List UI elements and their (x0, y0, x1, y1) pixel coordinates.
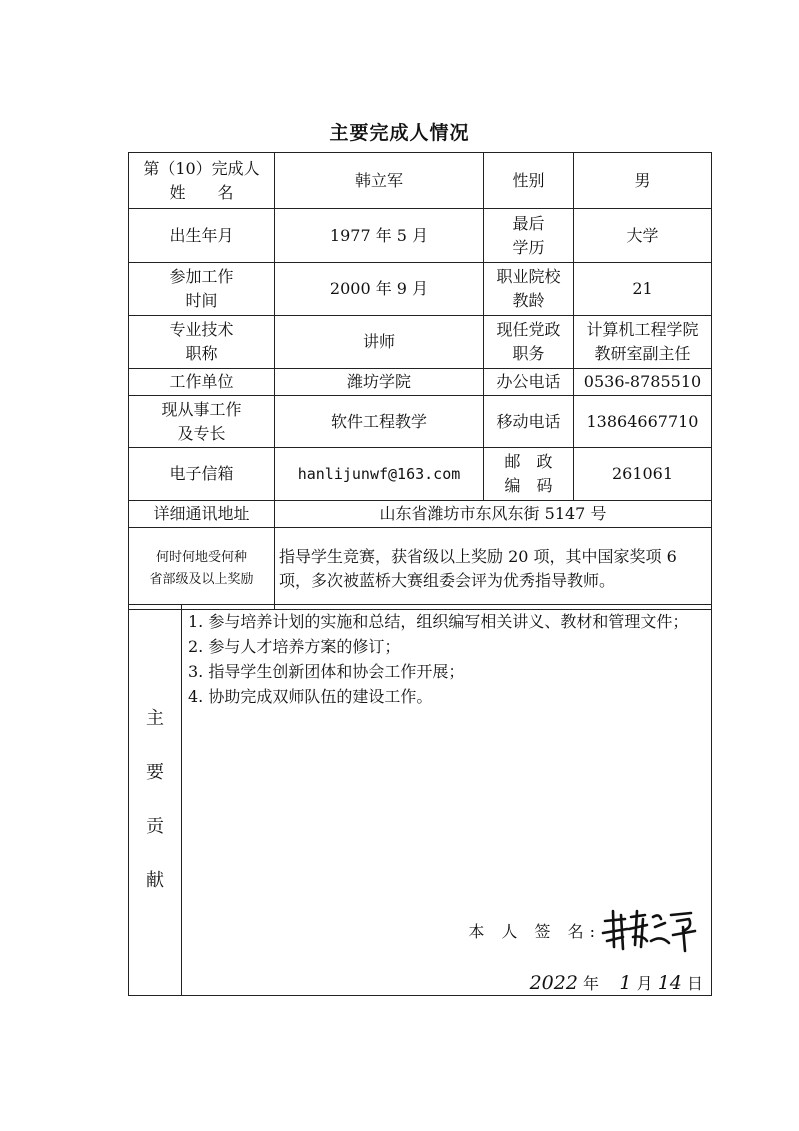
postcode-value: 261061 (574, 448, 712, 501)
edu-value: 大学 (574, 209, 712, 263)
tech-title-label: 专业技术 职称 (129, 316, 275, 369)
office-phone-value: 0536-8785510 (574, 369, 712, 396)
post-label: 现任党政 职务 (484, 316, 574, 369)
table-row (129, 501, 712, 528)
email-label: 电子信箱 (129, 448, 275, 501)
gender-value: 男 (574, 153, 712, 209)
mobile-value: 13864667710 (574, 396, 712, 448)
address-value: 山东省潍坊市东风东街 5147 号 (275, 501, 712, 528)
postcode-label: 邮 政 编 码 (484, 448, 574, 501)
table-row (129, 209, 712, 263)
award-value: 指导学生竞赛，获省级以上奖励 20 项，其中国家奖项 6 项，多次被蓝桥大赛组委会评为优秀指导教师。 (275, 528, 712, 610)
tech-title-value: 讲师 (275, 316, 484, 369)
address-label: 详细通讯地址 (129, 501, 275, 528)
handwritten-signature (599, 907, 697, 953)
unit-label: 工作单位 (129, 369, 275, 396)
contribution-label: 主 要 贡 献 (129, 605, 182, 996)
contribution-table (128, 604, 712, 996)
mobile-label: 移动电话 (484, 396, 574, 448)
table-row (129, 528, 712, 610)
list-item: 4. 协助完成双师队伍的建设工作。 (188, 687, 433, 706)
gender-label: 性别 (484, 153, 574, 209)
birth-label: 出生年月 (129, 209, 275, 263)
work-start-label: 参加工作 时间 (129, 263, 275, 316)
list-item: 2. 参与人才培养方案的修订； (188, 637, 401, 656)
teach-age-value: 21 (574, 263, 712, 316)
name-value: 韩立军 (275, 153, 484, 209)
table-row (129, 448, 712, 501)
post-value: 计算机工程学院 教研室副主任 (574, 316, 712, 369)
list-item: 1. 参与培养计划的实施和总结，组织编写相关讲义、教材和管理文件； (188, 612, 689, 631)
info-table (128, 152, 712, 610)
table-row (129, 263, 712, 316)
contribution-content (182, 605, 712, 996)
birth-value: 1977 年 5 月 (275, 209, 484, 263)
edu-label: 最后 学历 (484, 209, 574, 263)
table-row (129, 369, 712, 396)
teach-age-label: 职业院校 教龄 (484, 263, 574, 316)
email-value: hanlijunwf@163.com (275, 448, 484, 501)
unit-value: 潍坊学院 (275, 369, 484, 396)
list-item: 3. 指导学生创新团体和协会工作开展； (188, 662, 465, 681)
name-label: 第（10）完成人 姓 名 (129, 153, 275, 209)
table-row (129, 605, 712, 996)
page-title: 主要完成人情况 (329, 122, 470, 144)
table-row (129, 316, 712, 369)
award-label: 何时何地受何种 省部级及以上奖励 (129, 528, 275, 610)
field-label: 现从事工作 及专长 (129, 396, 275, 448)
sign-date: 2022 年 1 月 14 日 (529, 972, 703, 994)
signature-label: 本 人 签 名: (468, 922, 601, 941)
field-value: 软件工程教学 (275, 396, 484, 448)
work-start-value: 2000 年 9 月 (275, 263, 484, 316)
office-phone-label: 办公电话 (484, 369, 574, 396)
table-row (129, 153, 712, 209)
table-row (129, 396, 712, 448)
